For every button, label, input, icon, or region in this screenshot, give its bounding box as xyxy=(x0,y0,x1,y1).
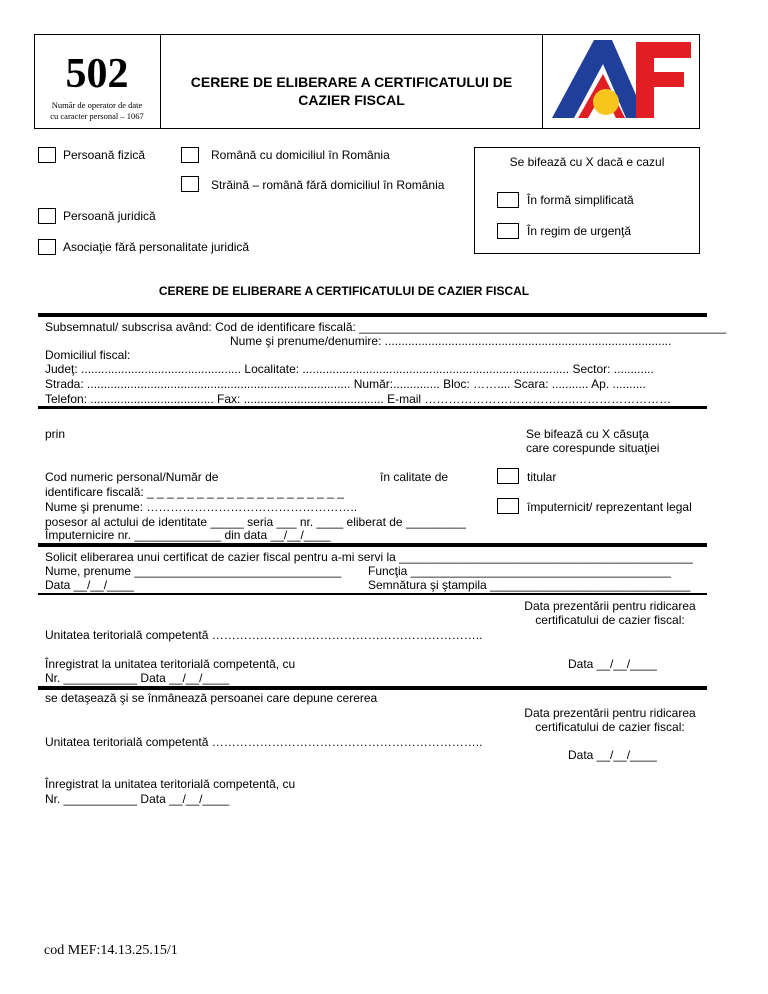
identification-line2: Nume şi prenume/denumire: ...................................................................................... xyxy=(230,334,672,348)
urgenta-checkbox[interactable] xyxy=(497,223,519,239)
persoana-juridica-checkbox[interactable] xyxy=(38,208,56,224)
anaf-logo xyxy=(550,36,695,126)
thick-divider-4 xyxy=(38,686,707,690)
prezentare-1-line2: certificatului de cazier fiscal: xyxy=(535,613,685,627)
solicit-line: Solicit eliberarea unui certificat de cazier fiscal pentru a-mi servi la ____________________________________________ xyxy=(45,550,693,564)
identification-line1: Subsemnatul/ subscrisa având: Cod de identificare fiscală: _______________________________________________________ xyxy=(45,320,727,334)
persoana-fizica-label: Persoană fizică xyxy=(63,148,146,162)
domiciliu-label: Domiciliul fiscal: xyxy=(45,348,131,362)
unitatea-2-line: Unitatea teritorială competentă ………………………………………………………….. xyxy=(45,735,483,749)
titular-checkbox[interactable] xyxy=(497,468,519,484)
footer-cod: cod MEF:14.13.25.15/1 xyxy=(44,943,178,958)
operator-number-line2: cu caracter personal – 1067 xyxy=(50,111,144,121)
section-title: CERERE DE ELIBERARE A CERTIFICATULUI DE CAZIER FISCAL xyxy=(158,284,530,298)
prezentare-2-line1: Data prezentării pentru ridicarea xyxy=(524,706,696,720)
inregistrat-1-line: Înregistrat la unitatea teritorială competentă, cu xyxy=(45,657,296,671)
romana-checkbox[interactable] xyxy=(181,147,199,163)
data-2-right: Data __/__/____ xyxy=(568,748,657,762)
operator-number-line1: Număr de operator de date xyxy=(51,100,143,110)
request-nume-line: Nume, prenume _______________________________ xyxy=(45,564,342,578)
nr-1-line: Nr. ___________ Data __/__/____ xyxy=(45,671,230,685)
cnp-label: Cod numeric personal/Număr de xyxy=(45,470,219,484)
logo-dot xyxy=(593,89,619,115)
straina-checkbox[interactable] xyxy=(181,176,199,192)
simplificata-checkbox[interactable] xyxy=(497,192,519,208)
posesor-line: posesor al actului de identitate _____ seria ___ nr. ____ eliberat de _________ xyxy=(45,515,466,529)
bifeaza-line1: Se bifează cu X căsuţa xyxy=(526,427,649,441)
straina-label: Străină – română fără domiciliul în România xyxy=(211,178,445,192)
form-number: 502 xyxy=(65,51,129,97)
bifeaza-line2: care corespunde situaţiei xyxy=(526,441,660,455)
nr-2-line: Nr. ___________ Data __/__/____ xyxy=(45,792,230,806)
titular-label: titular xyxy=(527,470,557,484)
request-data-line: Data __/__/____ xyxy=(45,578,134,592)
page-title-line2: CAZIER FISCAL xyxy=(298,92,405,108)
telefon-line: Telefon: ..................................... Fax: .......................................... E-mail ………………………………..…………………… xyxy=(45,392,672,406)
page-title-line1: CERERE DE ELIBERARE A CERTIFICATULUI DE xyxy=(190,74,513,90)
imputernicit-checkbox[interactable] xyxy=(497,498,519,514)
inregistrat-2-line: Înregistrat la unitatea teritorială competentă, cu xyxy=(45,777,296,791)
request-semnatura-line: Semnătura şi ştampila ______________________________ xyxy=(368,578,691,592)
asociatie-label: Asociaţie fără personalitate juridică xyxy=(63,240,250,254)
simplificata-label: În formă simplificată xyxy=(527,193,634,207)
detach-note: se detaşează şi se înmânează persoanei care depune cererea xyxy=(45,691,378,705)
prezentare-1-line1: Data prezentării pentru ridicarea xyxy=(524,599,696,613)
persoana-fizica-checkbox[interactable] xyxy=(38,147,56,163)
header-divider-right xyxy=(542,34,543,129)
persoana-juridica-label: Persoană juridică xyxy=(63,209,156,223)
prezentare-2-line2: certificatului de cazier fiscal: xyxy=(535,720,685,734)
unitatea-1-line: Unitatea teritorială competentă ………………………………………………………….. xyxy=(45,628,483,642)
urgenta-label: În regim de urgenţă xyxy=(527,224,632,238)
asociatie-checkbox[interactable] xyxy=(38,239,56,255)
imputernicit-label: împuternicit/ reprezentant legal xyxy=(527,500,692,514)
data-1-right: Data __/__/____ xyxy=(568,657,657,671)
logo-f-shape xyxy=(636,42,691,118)
judet-line: Judeţ: ................................................ Localitate: ................................................................................ Sector: ............ xyxy=(45,362,654,376)
thick-divider-3 xyxy=(38,543,707,547)
prin-label: prin xyxy=(45,427,66,441)
strada-line: Strada: ............................................................................... Număr:.............. Bloc: …….... Scara: ........... Ap. .......... xyxy=(45,377,646,391)
imputernicire-line: Împuternicire nr. _____________ din data __/__/____ xyxy=(45,528,331,542)
romana-label: Română cu domiciliul în România xyxy=(211,148,390,162)
thick-divider-1 xyxy=(38,313,707,317)
thick-divider-2 xyxy=(38,406,707,409)
nume-prenume-line: Nume şi prenume: …………………………………………….. xyxy=(45,500,358,514)
cnp-line2: identificare fiscală: _ _ _ _ _ _ _ _ _ _ _ _ _ _ _ _ _ _ _ _ xyxy=(45,485,344,499)
in-calitate-label: în calitate de xyxy=(380,470,449,484)
options-box-title: Se bifează cu X dacă e cazul xyxy=(509,155,665,169)
request-functia-line: Funcţia _______________________________________ xyxy=(368,564,671,578)
thin-divider-1 xyxy=(38,593,707,595)
